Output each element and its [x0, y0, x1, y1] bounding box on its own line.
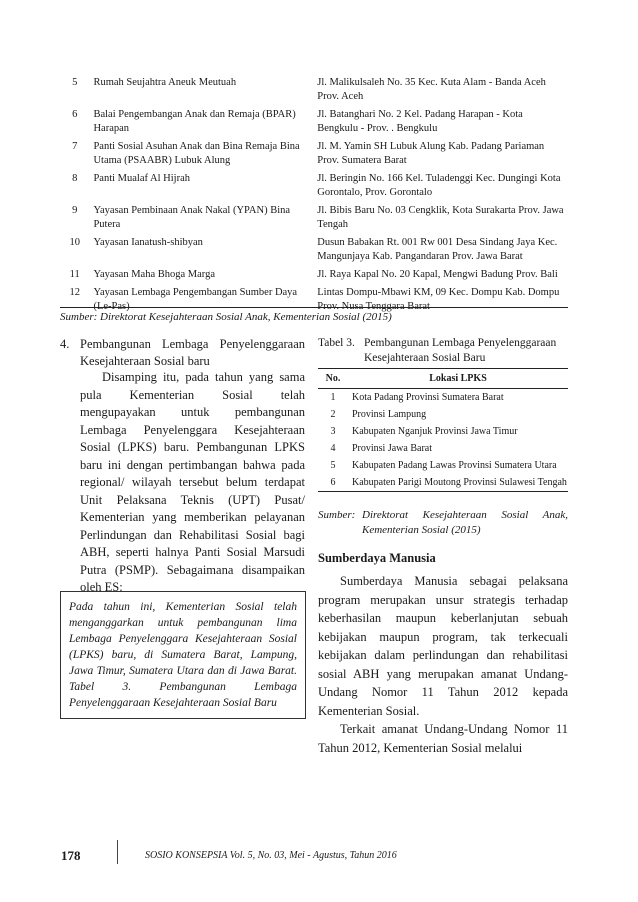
quote-box: Pada tahun ini, Kementerian Sosial telah menganggarkan untuk pembangunan lima Lembaga Penyelenggara Kesejahteraan Sosial (LPKS) baru, di Sumatera Barat, Lampung, Jawa Timur, Sumatera Utara dan di Jawa Barat. Tabel 3. Pembangunan Lembaga Penyelenggaraan Kesejahteraan Sosial Baru — [60, 591, 306, 719]
institution-address: Jl. Batanghari No. 2 Kel. Padang Harapan - Kota Bengkulu - Prov. . Bengkulu — [317, 109, 523, 134]
table-row — [60, 266, 568, 284]
table3-source-text: Direktorat Kesejahteraan Sosial Anak, Kementerian Sosial (2015) — [362, 509, 568, 536]
top-table-source: Sumber: Direktorat Kesejahteraan Sosial Anak, Kementerian Sosial (2015) — [60, 311, 392, 323]
table-row — [318, 440, 568, 457]
table-row — [318, 406, 568, 423]
institution-address: Jl. Raya Kapal No. 20 Kapal, Mengwi Badung Prov. Bali — [317, 269, 558, 280]
row-number: 12 — [69, 287, 80, 298]
footer-divider — [117, 840, 118, 864]
row-number: 1 — [330, 392, 336, 403]
table-row — [318, 474, 568, 492]
institution-name: Yayasan Maha Bhoga Marga — [93, 269, 215, 280]
row-number: 11 — [69, 269, 80, 280]
top-table — [60, 74, 568, 316]
table-row — [60, 106, 568, 138]
table-row — [60, 234, 568, 266]
institution-name: Panti Sosial Asuhan Anak dan Bina Remaja Bina Utama (PSAABR) Lubuk Alung — [93, 141, 300, 166]
table-row — [60, 202, 568, 234]
section-title: Pembangunan Lembaga Penyelenggaraan Kesejahteraan Sosial baru — [80, 337, 305, 368]
institution-name: Yayasan Pembinaan Anak Nakal (YPAN) Bina Putera — [93, 205, 291, 230]
header-lokasi: Lokasi LPKS — [348, 369, 568, 389]
lokasi-lpks: Provinsi Lampung — [352, 409, 427, 420]
institution-name: Balai Pengembangan Anak dan Remaja (BPAR) Harapan — [93, 109, 296, 134]
page-number: 178 — [61, 848, 81, 863]
table3-header-row — [318, 369, 568, 389]
table-row — [318, 423, 568, 440]
institution-name: Yayasan Ianatush-shibyan — [93, 237, 203, 248]
institution-name: Panti Mualaf Al Hijrah — [93, 173, 190, 184]
row-number: 7 — [72, 141, 78, 152]
lokasi-lpks: Provinsi Jawa Barat — [352, 443, 432, 454]
table3-caption — [318, 336, 568, 366]
lokasi-lpks: Kabupaten Nganjuk Provinsi Jawa Timur — [352, 426, 518, 437]
row-number: 6 — [72, 109, 78, 120]
institution-address: Jl. Malikulsaleh No. 35 Kec. Kuta Alam - Banda Aceh Prov. Aceh — [317, 77, 546, 102]
section-4-heading — [60, 336, 305, 370]
row-number: 4 — [330, 443, 336, 454]
table3-source-label: Sumber: — [318, 509, 356, 521]
section-number: 4. — [60, 337, 70, 351]
row-number: 10 — [69, 237, 80, 248]
row-number: 8 — [72, 173, 78, 184]
lokasi-lpks: Kabupaten Padang Lawas Provinsi Sumatera Utara — [352, 460, 557, 471]
institution-address: Jl. Bibis Baru No. 03 Cengklik, Kota Surakarta Prov. Jawa Tengah — [317, 205, 564, 230]
sdm-heading: Sumberdaya Manusia — [318, 551, 436, 565]
table3-label: Tabel 3. — [318, 337, 355, 349]
row-number: 5 — [72, 77, 78, 88]
table-bottom-rule — [60, 307, 568, 308]
row-number: 9 — [72, 205, 78, 216]
lokasi-lpks: Kabupaten Parigi Moutong Provinsi Sulawesi Tengah — [348, 474, 568, 492]
lokasi-lpks: Kota Padang Provinsi Sumatera Barat — [352, 392, 504, 403]
institution-address: Jl. Beringin No. 166 Kel. Tuladenggi Kec. Dungingi Kota Gorontalo, Prov. Gorontalo — [317, 173, 561, 198]
table-row — [60, 138, 568, 170]
header-no: No. — [318, 369, 348, 389]
table-row — [60, 74, 568, 106]
table-row — [318, 457, 568, 474]
row-number: 6 — [318, 474, 348, 492]
institution-address: Jl. M. Yamin SH Lubuk Alung Kab. Padang Pariaman Prov. Sumatera Barat — [317, 141, 545, 166]
table3-title: Pembangunan Lembaga Penyelenggaraan Kesejahteraan Sosial Baru — [364, 337, 557, 364]
table-row — [318, 389, 568, 407]
table3 — [318, 368, 568, 492]
institution-address: Dusun Babakan Rt. 001 Rw 001 Desa Sindang Jaya Kec. Mangunjaya Kab. Pangandaran Prov. Jawa Barat — [317, 237, 558, 262]
table3-source — [318, 508, 568, 538]
institution-name: Rumah Seujahtra Aneuk Meutuah — [93, 77, 237, 88]
institution-address: Lintas Dompu-Mbawi KM, 09 Kec. Dompu Kab. Dompu — [317, 287, 560, 298]
row-number: 3 — [330, 426, 336, 437]
journal-info: SOSIO KONSEPSIA Vol. 5, No. 03, Mei - Agustus, Tahun 2016 — [145, 850, 397, 861]
sdm-paragraph-2: Terkait amanat Undang-Undang Nomor 11 Tahun 2012, Kementerian Sosial melalui — [318, 722, 568, 755]
sdm-paragraph-1: Sumberdaya Manusia sebagai pelaksana program merupakan unsur strategis terhadap keberhasilan maupun keberlanjutan sebuah kebijakan maupun program, tak terkecuali kebijakan dalam perlindungan dan rehabilitasi sosial ABH yang merupakan amanat Undang-Undang Nomor 11 Tahun 2012 kepada Kementerian Sosial. — [318, 574, 568, 718]
section-4-paragraph: Disamping itu, pada tahun yang sama pula Kementerian Sosial telah mengupayakan untuk pembangunan Lembaga Penyelenggara Kesejahteraan Sosial (LPKS) baru. Pembangunan LPKS baru ini dengan pertimbangan bahwa pada regional/ wilayah tersebut belum terdapat Unit Pelaksana Teknis (UPT) Pusat/ Kementerian yang memberikan pelayanan Perlindungan dan Rehabilitasi Sosial bagi ABH, seperti halnya Panti Sosial Marsudi Putra (PSMP). Sebagaimana disampaikan oleh ES: — [80, 370, 305, 594]
table-row — [60, 170, 568, 202]
row-number: 2 — [330, 409, 336, 420]
institution-name: Yayasan Lembaga Pengembangan Sumber Daya — [93, 287, 298, 298]
row-number: 5 — [330, 460, 336, 471]
